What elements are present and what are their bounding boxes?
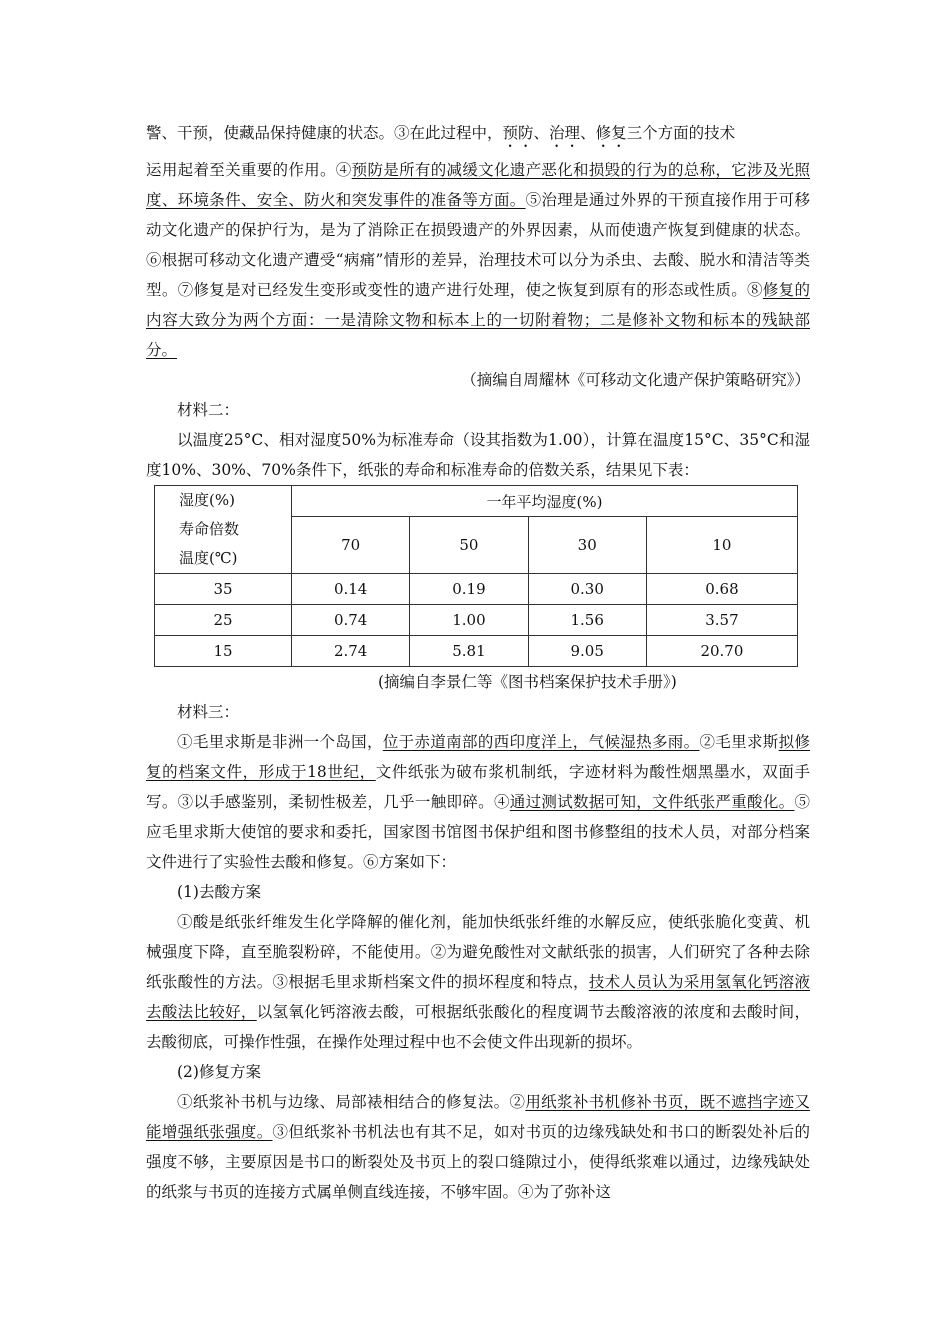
m3-underline-2: 拟修复的档案文件，形成于18世纪， <box>146 733 810 781</box>
m3-s1-underline: 技术人员认为采用氢氧化钙溶液去酸法比较好， <box>146 973 810 1021</box>
row-temp: 35 <box>155 574 292 605</box>
cell: 20.70 <box>646 636 797 667</box>
cell: 0.74 <box>292 605 410 636</box>
m1-paragraph <box>146 155 810 365</box>
cell: 0.30 <box>528 574 646 605</box>
cell: 9.05 <box>528 636 646 667</box>
m1-underline-8: 修复的内容大致分为两个方面：一是清除文物和标本上的一切附着物；二是修补文物和标本的残缺部分。 <box>146 281 810 359</box>
m3-text: 文件纸张为破布浆机制纸，字迹材料为酸性烟黑墨水，双面手写。③以手感鉴别，柔韧性极差，几乎一触即碎。④ <box>146 763 810 811</box>
m3-underline-4: 通过测试数据可知，文件纸张严重酸化。 <box>509 793 795 811</box>
m1-sep: 、 <box>580 124 596 142</box>
cell: 1.56 <box>528 605 646 636</box>
cell: 3.57 <box>646 605 797 636</box>
emph-prevent: 预防 <box>502 124 534 142</box>
table-row <box>155 605 798 636</box>
m3-text: ①纸浆补书机与边缘、局部裱相结合的修复法。② <box>177 1093 526 1111</box>
col-header: 30 <box>528 517 646 574</box>
cell: 2.74 <box>292 636 410 667</box>
m3-paragraph-1 <box>146 727 810 877</box>
cell: 1.00 <box>410 605 528 636</box>
m1-sep: 、 <box>533 124 550 142</box>
m3-section2-body <box>146 1087 810 1207</box>
emph-treat: 治理 <box>549 124 581 142</box>
cell: 0.14 <box>292 574 410 605</box>
m3-text: ②毛里求斯 <box>699 733 779 751</box>
m1-text: 运用起着至关重要的作用。④ <box>146 161 352 179</box>
m1-line1 <box>146 118 810 151</box>
emph-repair: 修复 <box>595 124 627 142</box>
m2-intro: 以温度25°C、相对湿度50%为标准寿命（设其指数为1.00），计算在温度15°C、35°C和湿度10%、30%、70%条件下，纸张的寿命和标准寿命的倍数关系，结果见下表： <box>146 431 810 479</box>
m3-section2-title: (2)修复方案 <box>177 1063 261 1081</box>
m3-text: 以氢氧化钙溶液去酸，可根据纸张酸化的程度调节去酸溶液的浓度和去酸时间，去酸彻底，可操作性强，在操作处理过程中也不会使文件出现新的损坏。 <box>146 1003 810 1051</box>
table-row <box>155 574 798 605</box>
cell: 5.81 <box>410 636 528 667</box>
corner-humidity: 湿度(%) <box>179 491 235 509</box>
m3-text: ①毛里求斯是非洲一个岛国， <box>177 733 383 751</box>
m1-text: 三个方面的技术 <box>626 124 736 142</box>
cell: 0.19 <box>410 574 528 605</box>
m1-text: 警、干预，使藏品保持健康的状态。③在此过程中， <box>146 124 503 142</box>
cell: 0.68 <box>646 574 797 605</box>
m1-text: ⑤治理是通过外界的干预直接作用于可移动文化遗产的保护行为，是为了消除正在损毁遗产的外界因素，从而使遗产恢复到健康的状态。⑥根据可移动文化遗产遭受“病痛”情形的差异，治理技术可以分为杀虫、去酸、脱水和清洁等类型。⑦修复是对已经发生变形或变性的遗产进行处理，使之恢复到原有的形态或性质。⑧ <box>146 191 810 299</box>
table-corner-cell <box>155 486 292 574</box>
row-temp: 25 <box>155 605 292 636</box>
m3-section1-body <box>146 907 810 1057</box>
col-header: 70 <box>292 517 410 574</box>
row-temp: 15 <box>155 636 292 667</box>
m1-underline-4: 预防是所有的减缓文化遗产恶化和损毁的行为的总称，它涉及光照度、环境条件、安全、防火和突发事件的准备等方面。 <box>146 161 810 209</box>
document-page <box>146 118 810 1207</box>
m2-title: 材料二： <box>177 401 240 419</box>
table-row <box>155 636 798 667</box>
corner-life: 寿命倍数 <box>179 520 240 538</box>
paper-life-table <box>154 485 798 667</box>
m3-underline-1: 位于赤道南部的西印度洋上，气候湿热多雨。 <box>382 733 700 751</box>
col-header: 50 <box>410 517 528 574</box>
m3-s2-underline: 用纸浆补书机修补书页，既不遮挡字迹又能增强纸张强度。 <box>146 1093 810 1141</box>
m3-title: 材料三： <box>177 703 240 721</box>
m3-section1-title: (1)去酸方案 <box>177 883 261 901</box>
col-header: 10 <box>646 517 797 574</box>
table-header-row <box>155 486 798 517</box>
corner-temp: 温度(℃) <box>179 549 238 567</box>
m2-source: (摘编自李景仁等《图书档案保护技术手册》) <box>378 673 677 691</box>
table-group-header: 一年平均湿度(%) <box>292 486 798 517</box>
m3-text: ⑤应毛里求斯大使馆的要求和委托，国家图书馆图书保护组和图书修整组的技术人员，对部分档案文件进行了实验性去酸和修复。⑥方案如下： <box>146 793 810 871</box>
m1-source: （摘编自周耀林《可移动文化遗产保护策略研究》） <box>461 371 810 389</box>
m3-text: ③但纸浆补书机法也有其不足，如对书页的边缘残缺处和书口的断裂处补后的强度不够，主要原因是书口的断裂处及书页上的裂口缝隙过小，使得纸浆难以通过，边缘残缺处的纸浆与书页的连接方式属单侧直线连接，不够牢固。④为了弥补这 <box>146 1123 810 1201</box>
m3-text: ①酸是纸张纤维发生化学降解的催化剂，能加快纸张纤维的水解反应，使纸张脆化变黄、机械强度下降，直至脆裂粉碎，不能使用。②为避免酸性对文献纸张的损害，人们研究了各种去除纸张酸性的方法。③根据毛里求斯档案文件的损坏程度和特点， <box>146 913 810 991</box>
